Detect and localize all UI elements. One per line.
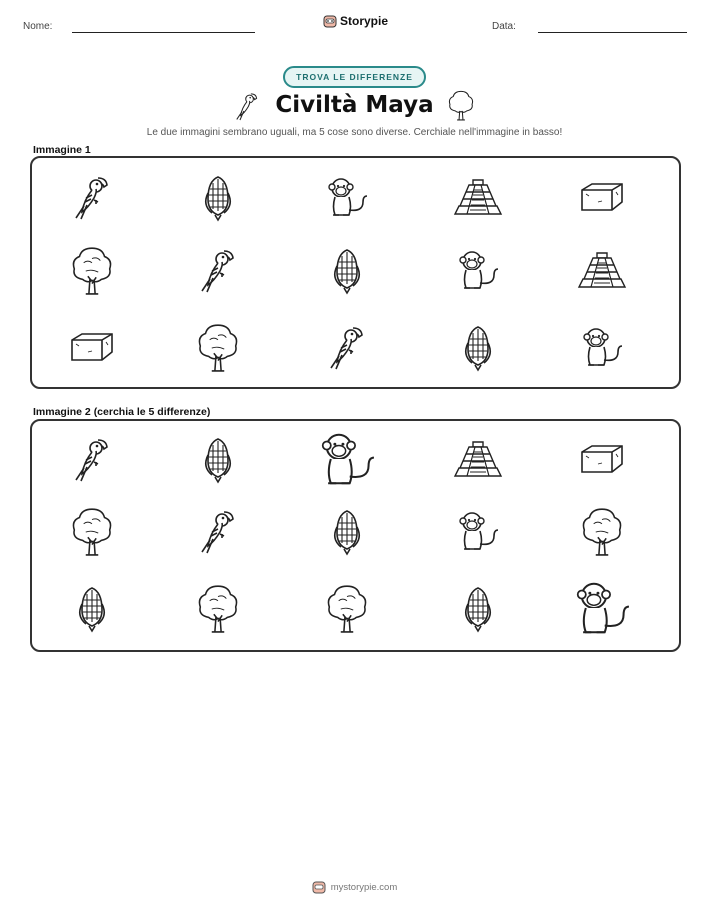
image2-monkey-icon[interactable] — [562, 575, 642, 641]
image2-parrot-icon[interactable] — [178, 498, 258, 564]
image1-pyramid-icon[interactable] — [438, 164, 518, 230]
brand-name: Storypie — [340, 14, 389, 28]
image2-parrot-icon[interactable] — [52, 426, 132, 492]
image2-tree-icon[interactable] — [307, 575, 387, 641]
image2-block-icon[interactable] — [562, 426, 642, 492]
image1-monkey-icon[interactable] — [562, 314, 642, 380]
image2-tree-icon[interactable] — [562, 498, 642, 564]
image1-label: Immagine 1 — [33, 144, 91, 156]
name-label: Nome: — [23, 21, 53, 32]
footer-url: mystorypie.com — [330, 881, 398, 893]
image1-block-icon[interactable] — [562, 164, 642, 230]
image1-block-icon[interactable] — [52, 314, 132, 380]
name-line[interactable] — [72, 32, 255, 33]
storypie-mascot-icon — [323, 14, 337, 28]
image1-corn-icon[interactable] — [307, 237, 387, 303]
date-label: Data: — [492, 21, 516, 32]
image1-parrot-icon[interactable] — [52, 164, 132, 230]
image2-pyramid-icon[interactable] — [438, 426, 518, 492]
image2-corn-icon[interactable] — [52, 575, 132, 641]
image1-parrot-icon[interactable] — [307, 314, 387, 380]
image1-corn-icon[interactable] — [178, 164, 258, 230]
image2-corn-icon[interactable] — [307, 498, 387, 564]
worksheet-type-badge: TROVA LE DIFFERENZE — [283, 66, 426, 88]
tree-icon — [448, 88, 474, 122]
image1-monkey-icon[interactable] — [438, 237, 518, 303]
image2-monkey-icon[interactable] — [307, 426, 387, 492]
image2-monkey-icon[interactable] — [438, 498, 518, 564]
page-title: Civiltà Maya — [275, 92, 434, 118]
footer — [0, 880, 709, 894]
image1-parrot-icon[interactable] — [178, 237, 258, 303]
image2-tree-icon[interactable] — [52, 498, 132, 564]
image1-pyramid-icon[interactable] — [562, 237, 642, 303]
image1-tree-icon[interactable] — [178, 314, 258, 380]
image1-monkey-icon[interactable] — [307, 164, 387, 230]
instructions: Le due immagini sembrano uguali, ma 5 cose sono diverse. Cerchiale nell'immagine in basso! — [146, 127, 563, 138]
storypie-mascot-icon — [312, 880, 326, 894]
image2-corn-icon[interactable] — [438, 575, 518, 641]
brand-logo — [323, 14, 388, 28]
image2-corn-icon[interactable] — [178, 426, 258, 492]
image1-corn-icon[interactable] — [438, 314, 518, 380]
image2-tree-icon[interactable] — [178, 575, 258, 641]
image2-label: Immagine 2 (cerchia le 5 differenze) — [33, 406, 211, 418]
date-line[interactable] — [538, 32, 687, 33]
image1-tree-icon[interactable] — [52, 237, 132, 303]
